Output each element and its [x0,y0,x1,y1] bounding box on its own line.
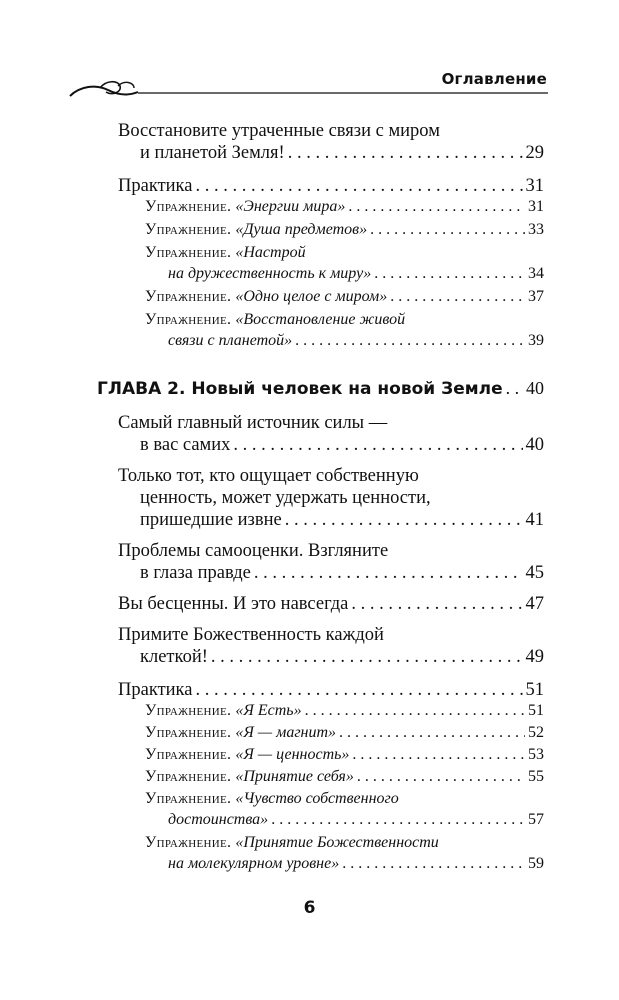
exercise-label: Упражнение. [145,288,232,305]
toc-entry [118,413,544,434]
toc-subentry [145,311,544,329]
leader-dots [342,855,525,873]
toc-subentry [145,790,544,808]
toc-subentry [145,724,544,742]
leader-dots [211,647,523,668]
exercise-title: «Принятие себя» [235,768,354,785]
toc-subentry-continuation [168,332,544,350]
page-number: 51 [528,702,544,719]
toc-subentry [145,198,544,216]
toc-entry-title: ценность, может удержать ценности, [140,488,431,508]
toc-entry-title: и планетой Земля! [140,143,285,163]
toc-entry-continuation [140,510,544,531]
toc-subentry [145,746,544,764]
page-number: 31 [528,198,544,215]
page-number: 41 [525,510,544,530]
page-number: 33 [528,221,544,238]
toc-subentry-continuation [168,855,544,873]
toc-entry-title: Практика [118,176,193,196]
toc-entry [118,625,544,646]
exercise-title: «Чувство собственного [235,790,399,807]
page-number: 29 [525,143,544,163]
toc-subentry [145,244,544,262]
leader-dots [339,724,525,742]
toc-subentry-continuation [168,811,544,829]
toc-entry-continuation [140,143,544,164]
chapter-heading [97,378,544,399]
page-number: 40 [525,435,544,455]
toc-entry [118,680,544,701]
flourish-ornament-icon [0,0,619,110]
toc-entry [118,466,544,487]
page-number: 47 [525,594,544,614]
toc-entry-title: Восстановите утраченные связи с миром [118,121,440,141]
exercise-label: Упражнение. [145,790,232,807]
toc-entry-title: Практика [118,680,193,700]
toc-subentry [145,702,544,720]
exercise-title: на дружественность к миру» [168,265,372,282]
exercise-title: «Восстановление живой [235,311,406,328]
exercise-title: связи с планетой» [168,332,293,349]
page-number: 40 [526,378,544,398]
toc-entry-title: Примите Божественность каждой [118,625,384,645]
toc-entry-continuation [140,488,544,509]
leader-dots [288,143,523,164]
exercise-label: Упражнение. [145,768,232,785]
leader-dots [254,563,523,584]
exercise-label: Упражнение. [145,311,232,328]
toc-entry-title: пришедшие извне [140,510,282,530]
toc-entry-title: в глаза правде [140,563,251,583]
exercise-label: Упражнение. [145,198,232,215]
header-title: Оглавление [441,70,547,88]
toc-entry-continuation [140,563,544,584]
exercise-label: Упражнение. [145,746,232,763]
leader-dots [351,594,522,615]
leader-dots [271,811,525,829]
toc-subentry [145,288,544,306]
leader-dots [352,746,525,764]
exercise-label: Упражнение. [145,834,232,851]
exercise-title: «Я — магнит» [235,724,337,741]
page-number: 31 [525,176,544,196]
leader-dots [295,332,525,350]
exercise-title: «Энергии мира» [235,198,346,215]
toc-entry-continuation [140,647,544,668]
page-number: 57 [528,811,544,828]
exercise-label: Упражнение. [145,244,232,261]
exercise-title: достоинства» [168,811,269,828]
toc-subentry [145,221,544,239]
leader-dots [390,288,525,306]
exercise-label: Упражнение. [145,221,232,238]
toc-entry [118,541,544,562]
running-header [0,0,619,110]
leader-dots [357,768,525,786]
leader-dots [370,221,525,239]
page-number: 52 [528,724,544,741]
page-number: 53 [528,746,544,763]
exercise-title: «Душа предметов» [235,221,368,238]
page-number: 45 [525,563,544,583]
toc-subentry-continuation [168,265,544,283]
toc-entry-title: Проблемы самооценки. Взгляните [118,541,389,561]
leader-dots [374,265,525,283]
leader-dots [348,198,525,216]
leader-dots [233,435,522,456]
exercise-title: «Одно целое с миром» [235,288,388,305]
exercise-title: «Я Есть» [235,702,302,719]
page-number: 51 [525,680,544,700]
exercise-label: Упражнение. [145,702,232,719]
toc-subentry [145,834,544,852]
page-number: 55 [528,768,544,785]
page-folio: 6 [303,898,316,918]
exercise-label: Упражнение. [145,724,232,741]
exercise-title: «Принятие Божественности [235,834,439,851]
leader-dots [195,176,522,197]
leader-dots [506,378,523,399]
page-number: 34 [528,265,544,282]
toc-entry-title: в вас самих [140,435,231,455]
page-number: 37 [528,288,544,305]
toc-entry-title: клеткой! [140,647,208,667]
toc-entry-title: Только тот, кто ощущает собственную [118,466,419,486]
toc-entry [118,121,544,142]
leader-dots [285,510,523,531]
exercise-title: «Настрой [235,244,306,261]
leader-dots [195,680,522,701]
toc-entry-continuation [140,435,544,456]
leader-dots [305,702,525,720]
page-number: 59 [528,855,544,872]
toc-entry-title: Самый главный источник силы — [118,413,388,433]
chapter-title: ГЛАВА 2. Новый человек на новой Земле [97,379,503,399]
toc-entry [118,176,544,197]
toc-entry [118,594,544,615]
page-number: 49 [525,647,544,667]
page-number: 39 [528,332,544,349]
toc-entry-title: Вы бесценны. И это навсегда [118,594,349,614]
exercise-title: на молекулярном уровне» [168,855,340,872]
exercise-title: «Я — ценность» [235,746,350,763]
toc-subentry [145,768,544,786]
